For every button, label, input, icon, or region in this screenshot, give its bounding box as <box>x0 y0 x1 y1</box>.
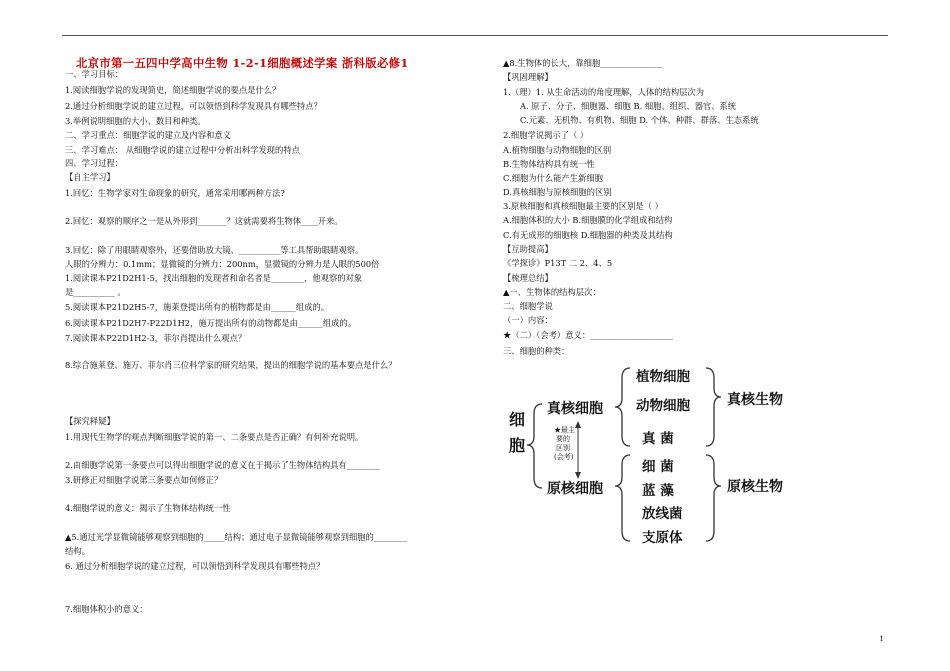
right-line: D.真核细胞与原核细胞的区别 <box>503 187 612 197</box>
right-line: 《学探诊》P13T 二 2、4、5 <box>503 258 613 268</box>
left-line: 3.研修正对细胞学说第三条要点如何修正？ <box>65 475 223 485</box>
page-title: 北京市第一五四中学高中生物 1-2-1细胞概述学案 浙科版必修1 <box>76 56 409 70</box>
left-line: 三、学习难点： 从细胞学说的建立过程中分析出科学发现的特点 <box>65 145 300 155</box>
note-line: 要的 <box>556 435 570 443</box>
eukaryotic-members-brace <box>615 368 630 446</box>
page-number: 1 <box>879 634 884 643</box>
eukaryote-brace <box>706 368 721 446</box>
right-line: ★（二）（会考）意义：____________________ <box>503 330 674 340</box>
note-line: ★最主 <box>554 426 575 434</box>
left-line: 7.阅读课本P22D1H2-3，菲尔肖提出什么观点？ <box>65 333 247 343</box>
root-brace <box>527 404 542 488</box>
prokaryotic-member: 放线菌 <box>642 506 683 522</box>
left-line: 6. 通过分析细胞学说的建立过程，可以领悟到科学发现具有哪些特点？ <box>65 561 325 571</box>
right-line: 2.细胞学说揭示了（ ） <box>503 130 589 140</box>
right-line: A.植物细胞与动物细胞的区别 <box>503 145 612 155</box>
right-line: 【巩固理解】 <box>503 72 553 82</box>
right-line: 二、细胞学说 <box>503 301 553 311</box>
right-line: 1.（理）1. 从生命活动的角度理解，人体的结构层次为 <box>503 87 705 97</box>
left-line: 5.阅读课本P21D2H5-7，施莱登提出所有的植物都是由______组成的。 <box>65 302 330 312</box>
left-line: 是__________ 。 <box>65 287 126 297</box>
right-line: C.细胞为什么能产生新细胞 <box>503 173 603 183</box>
right-line: C.元素、无机物、有机物、细胞 D. 个体、种群、群落、生态系统 <box>520 115 759 125</box>
right-line: 【梳理总结】 <box>503 273 553 283</box>
left-line: 6.阅读课本P21D2H7-P22D1H2，施万提出所有的动物都是由______组成的。 <box>65 318 357 328</box>
right-line: （一）内容： <box>503 315 553 325</box>
right-line: 【互助提高】 <box>503 244 553 254</box>
note-line: (会考) <box>554 453 574 461</box>
left-line: 四、学习过程： <box>65 158 124 168</box>
right-line: B.生物体结构具有统一性 <box>503 159 595 169</box>
prokaryotic-members-brace <box>615 455 630 541</box>
left-line: 8.综合施莱登、施万、菲尔肖三位科学家的研究结果，提出的细胞学说的基本要点是什么？ <box>65 360 397 370</box>
prokaryotic-member: 蓝 藻 <box>642 483 674 499</box>
left-line: 【自主学习】 <box>65 172 115 182</box>
right-line: A. 原子、分子、细胞器、细胞 B. 细胞、组织、器官、系统 <box>520 101 737 111</box>
right-line: C.有无成形的细胞核 D.细胞器的种类及其结构 <box>503 230 673 240</box>
left-line: 【探究释疑】 <box>65 416 115 426</box>
note-line: 区别 <box>556 444 570 452</box>
left-line: ▲5.通过光学显微镜能够观察到细胞的_____结构；通过电子显微镜能够观察到细胞的________ <box>65 532 408 542</box>
left-line: 1.阅读细胞学说的发现简史，简述细胞学说的要点是什么？ <box>65 85 281 95</box>
arrow-up-head-icon <box>575 421 581 428</box>
prokaryote-brace <box>706 455 721 541</box>
left-line: 人眼的分辨力：0.1mm；显微镜的分辨力：200nm，显微镜的分辨力是人眼的500倍 <box>65 259 380 269</box>
left-line: 一、学习目标： <box>65 69 124 79</box>
left-line: 二、学习重点：细胞学说的建立及内容和意义 <box>65 130 231 140</box>
header-rule <box>62 35 888 36</box>
prokaryote-label: 原核生物 <box>727 479 783 495</box>
left-line: 2.由细胞学说第一条要点可以得出细胞学说的意义在于揭示了生物体结构具有________ <box>65 460 380 470</box>
right-line: A.细胞体积的大小 B.细胞膜的化学组成和结构 <box>503 215 673 225</box>
left-line: 1.阅读课本P21D2H1-5，找出细胞的发现者和命名者是________，他观察的对象 <box>65 273 363 283</box>
left-line: 结构。 <box>65 546 90 556</box>
left-line: 2.通过分析细胞学说的建立过程，可以领悟到科学发现具有哪些特点？ <box>65 101 322 111</box>
right-line: 3.原核细胞和真核细胞最主要的区别是（ ） <box>503 201 663 211</box>
eukaryotic-member: 植物细胞 <box>636 369 690 385</box>
left-line: 2.回忆：观察的顺序之一是从外形到_______？这就需要将生物体____开来。 <box>65 216 343 226</box>
eukaryote-label: 真核生物 <box>727 392 783 408</box>
eukaryotic-cell-label: 真核细胞 <box>547 401 603 417</box>
left-line: 3.举例说明细胞的大小、数目和种类。 <box>65 116 206 126</box>
left-line: 7.细胞体积小的意义： <box>65 604 148 614</box>
eukaryotic-member: 真 菌 <box>642 431 674 447</box>
eukaryotic-member: 动物细胞 <box>636 398 690 414</box>
left-line: 1.用现代生物学的观点判断细胞学说的第一、二条要点是否正确？有何补充说明。 <box>65 432 364 442</box>
prokaryotic-member: 细 菌 <box>642 459 674 475</box>
right-line: 三、细胞的种类： <box>503 346 570 356</box>
left-line: 4.细胞学说的意义：揭示了生物体结构统一性 <box>65 503 231 513</box>
left-line: 3.回忆：除了用眼睛观察外，还要借助放大镜、__________等工具帮助眼睛观察。 <box>65 245 364 255</box>
prokaryotic-member: 支原体 <box>642 530 683 546</box>
left-line: 1.回忆：生物学家对生命现象的研究，通常采用哪两种方法? <box>65 188 285 198</box>
right-line: ▲一、生物体的结构层次： <box>503 287 601 297</box>
right-line: ▲8.生物体的长大，靠细胞_______________ <box>503 58 663 68</box>
prokaryotic-cell-label: 原核细胞 <box>547 481 603 497</box>
diagram-root-label: 细胞 <box>509 410 526 455</box>
